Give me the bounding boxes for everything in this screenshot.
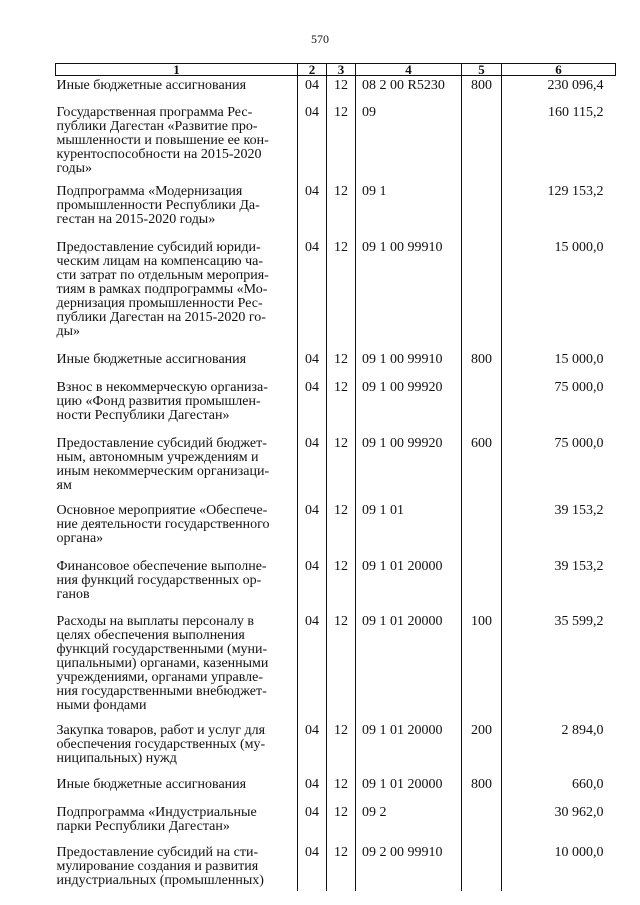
header-col-4: 4 bbox=[356, 64, 462, 76]
amount: 39 153,2 bbox=[502, 501, 616, 557]
subsection-code: 12 bbox=[327, 775, 356, 803]
target-article-code: 09 1 01 20000 bbox=[356, 775, 462, 803]
subsection-code: 12 bbox=[327, 378, 356, 434]
amount: 15 000,0 bbox=[502, 350, 616, 378]
item-name: Иные бюджетные ассигнования bbox=[56, 76, 298, 104]
expense-type-code bbox=[462, 803, 502, 843]
target-article-code: 09 1 00 99920 bbox=[356, 378, 462, 434]
section-code: 04 bbox=[298, 775, 327, 803]
amount: 30 962,0 bbox=[502, 803, 616, 843]
section-code: 04 bbox=[298, 612, 327, 721]
section-code: 04 bbox=[298, 501, 327, 557]
subsection-code: 12 bbox=[327, 557, 356, 612]
table-row bbox=[56, 378, 616, 434]
item-name: Предоставление субсидий на сти- мулирование создания и развития индустриальных (промышленных) bbox=[56, 843, 298, 891]
expense-type-code bbox=[462, 103, 502, 182]
expense-type-code bbox=[462, 843, 502, 891]
section-code: 04 bbox=[298, 350, 327, 378]
amount: 10 000,0 bbox=[502, 843, 616, 891]
expense-type-code bbox=[462, 182, 502, 238]
section-code: 04 bbox=[298, 103, 327, 182]
subsection-code: 12 bbox=[327, 612, 356, 721]
subsection-code: 12 bbox=[327, 721, 356, 775]
subsection-code: 12 bbox=[327, 501, 356, 557]
expense-type-code: 800 bbox=[462, 350, 502, 378]
table-row bbox=[56, 76, 616, 104]
target-article-code: 09 1 00 99910 bbox=[356, 238, 462, 350]
amount: 129 153,2 bbox=[502, 182, 616, 238]
amount: 230 096,4 bbox=[502, 76, 616, 104]
table-row bbox=[56, 803, 616, 843]
item-name: Основное мероприятие «Обеспече- ние деятельности государственного органа» bbox=[56, 501, 298, 557]
amount: 75 000,0 bbox=[502, 434, 616, 501]
section-code: 04 bbox=[298, 182, 327, 238]
item-name: Закупка товаров, работ и услуг для обеспечения государственных (му- ниципальных) нужд bbox=[56, 721, 298, 775]
section-code: 04 bbox=[298, 378, 327, 434]
item-name: Предоставление субсидий юриди- ческим лицам на компенсацию ча- сти затрат по отдельным мероприя- тиям в рамках подпрограммы «Мо- дернизация промышленности Рес- публики Дагестан на 2015-2020 го- ды» bbox=[56, 238, 298, 350]
expense-type-code bbox=[462, 378, 502, 434]
target-article-code: 09 1 00 99920 bbox=[356, 434, 462, 501]
item-name: Государственная программа Рес- публики Дагестан «Развитие про- мышленности и повышение ее кон- курентоспособности на 2015-2020 годы» bbox=[56, 103, 298, 182]
table-row bbox=[56, 775, 616, 803]
header-col-2: 2 bbox=[298, 64, 327, 76]
item-name: Иные бюджетные ассигнования bbox=[56, 350, 298, 378]
section-code: 04 bbox=[298, 76, 327, 104]
table-row bbox=[56, 238, 616, 350]
table-row bbox=[56, 434, 616, 501]
expense-type-code bbox=[462, 238, 502, 350]
table-row bbox=[56, 501, 616, 557]
subsection-code: 12 bbox=[327, 182, 356, 238]
table-body bbox=[56, 76, 616, 892]
table-row bbox=[56, 103, 616, 182]
subsection-code: 12 bbox=[327, 434, 356, 501]
table-row bbox=[56, 612, 616, 721]
expense-type-code: 600 bbox=[462, 434, 502, 501]
section-code: 04 bbox=[298, 803, 327, 843]
item-name: Финансовое обеспечение выполне- ния функций государственных ор- ганов bbox=[56, 557, 298, 612]
budget-table bbox=[55, 63, 616, 891]
amount: 2 894,0 bbox=[502, 721, 616, 775]
section-code: 04 bbox=[298, 557, 327, 612]
section-code: 04 bbox=[298, 721, 327, 775]
item-name: Взнос в некоммерческую организа- цию «Фонд развития промышлен- ности Республики Дагестан» bbox=[56, 378, 298, 434]
item-name: Расходы на выплаты персоналу в целях обеспечения выполнения функций государственными (муни- ципальными) органами, казенными учреждениями, органами управле- ния государственными внебюджет- ными фондами bbox=[56, 612, 298, 721]
expense-type-code: 800 bbox=[462, 76, 502, 104]
table-row bbox=[56, 182, 616, 238]
item-name: Подпрограмма «Модернизация промышленности Республики Да- гестан на 2015-2020 годы» bbox=[56, 182, 298, 238]
amount: 39 153,2 bbox=[502, 557, 616, 612]
expense-type-code bbox=[462, 557, 502, 612]
section-code: 04 bbox=[298, 843, 327, 891]
section-code: 04 bbox=[298, 238, 327, 350]
amount: 660,0 bbox=[502, 775, 616, 803]
header-col-1: 1 bbox=[56, 64, 298, 76]
amount: 15 000,0 bbox=[502, 238, 616, 350]
target-article-code: 09 1 bbox=[356, 182, 462, 238]
target-article-code: 09 1 00 99910 bbox=[356, 350, 462, 378]
amount: 75 000,0 bbox=[502, 378, 616, 434]
table-row bbox=[56, 350, 616, 378]
section-code: 04 bbox=[298, 434, 327, 501]
page-number: 570 bbox=[311, 32, 329, 46]
subsection-code: 12 bbox=[327, 843, 356, 891]
header-row bbox=[56, 64, 616, 76]
target-article-code: 09 2 bbox=[356, 803, 462, 843]
expense-type-code: 200 bbox=[462, 721, 502, 775]
expense-type-code: 800 bbox=[462, 775, 502, 803]
target-article-code: 09 2 00 99910 bbox=[356, 843, 462, 891]
subsection-code: 12 bbox=[327, 238, 356, 350]
target-article-code: 09 bbox=[356, 103, 462, 182]
table-row bbox=[56, 843, 616, 891]
header-col-6: 6 bbox=[502, 64, 616, 76]
header-col-3: 3 bbox=[327, 64, 356, 76]
subsection-code: 12 bbox=[327, 803, 356, 843]
table-header bbox=[56, 64, 616, 76]
expense-type-code bbox=[462, 501, 502, 557]
header-col-5: 5 bbox=[462, 64, 502, 76]
target-article-code: 09 1 01 20000 bbox=[356, 612, 462, 721]
item-name: Иные бюджетные ассигнования bbox=[56, 775, 298, 803]
table-row bbox=[56, 557, 616, 612]
subsection-code: 12 bbox=[327, 350, 356, 378]
subsection-code: 12 bbox=[327, 103, 356, 182]
item-name: Подпрограмма «Индустриальные парки Республики Дагестан» bbox=[56, 803, 298, 843]
target-article-code: 09 1 01 bbox=[356, 501, 462, 557]
amount: 160 115,2 bbox=[502, 103, 616, 182]
target-article-code: 09 1 01 20000 bbox=[356, 721, 462, 775]
target-article-code: 08 2 00 R5230 bbox=[356, 76, 462, 104]
amount: 35 599,2 bbox=[502, 612, 616, 721]
expense-type-code: 100 bbox=[462, 612, 502, 721]
target-article-code: 09 1 01 20000 bbox=[356, 557, 462, 612]
item-name: Предоставление субсидий бюджет- ным, автономным учреждениям и иным некоммерческим организаци- ям bbox=[56, 434, 298, 501]
table-row bbox=[56, 721, 616, 775]
subsection-code: 12 bbox=[327, 76, 356, 104]
